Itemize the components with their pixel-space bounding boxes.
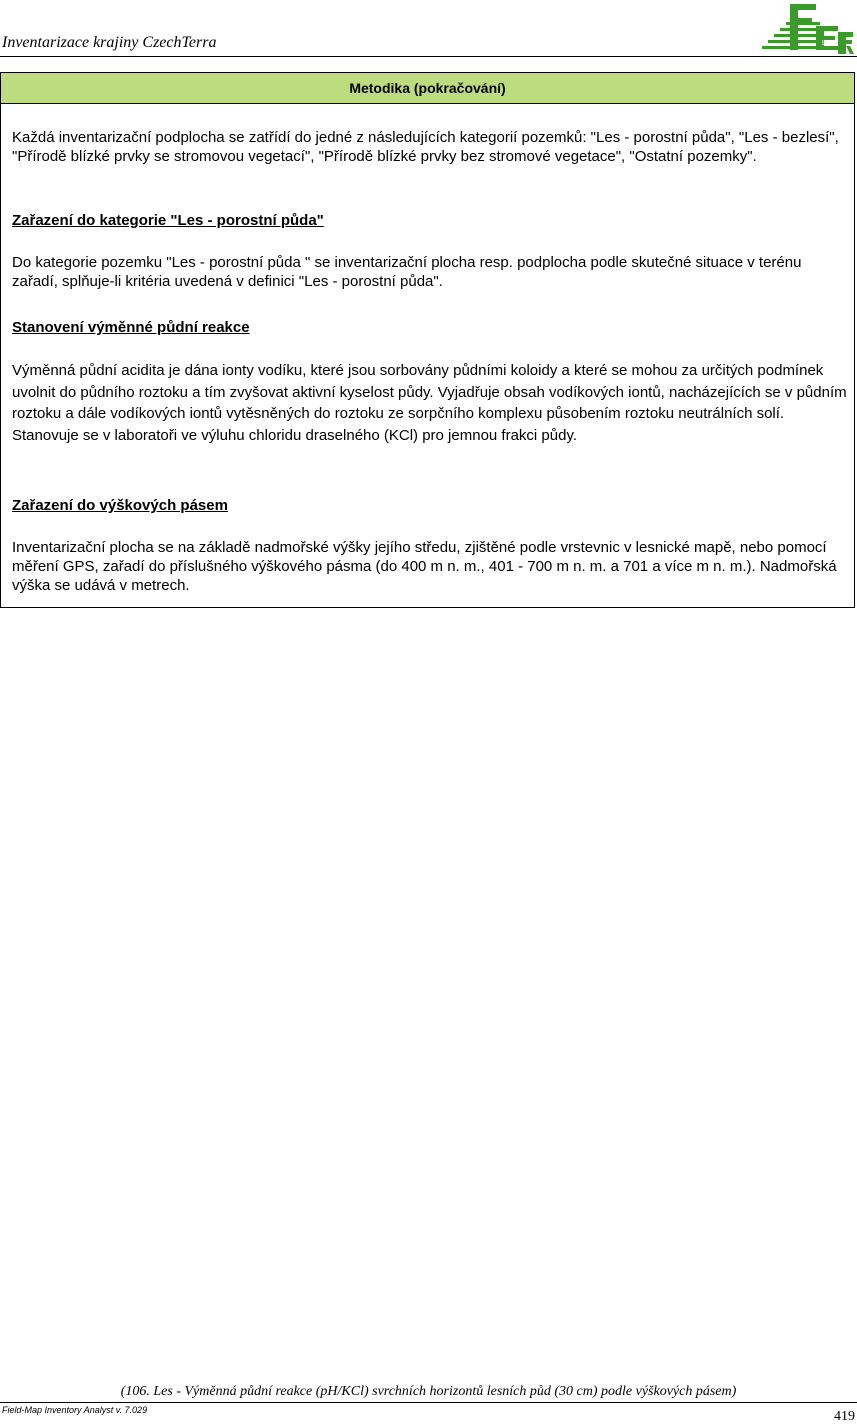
ifer-logo (760, 2, 854, 54)
section-title-forest-category: Zařazení do kategorie "Les - porostní půda" (12, 212, 324, 229)
methodology-heading: Metodika (pokračování) (1, 73, 854, 104)
software-version: Field-Map Inventory Analyst v. 7.029 (2, 1405, 148, 1415)
section-title-soil-reaction: Stanovení výměnné půdní reakce (12, 319, 250, 336)
logo-small-text: LE (822, 40, 831, 47)
header-rule (0, 56, 857, 57)
figure-caption: (106. Les - Výměnná půdní reakce (pH/KCl) svrchních horizontů lesních půd (30 cm) podle výškových pásem) (120, 1384, 737, 1399)
section-text-soil-reaction: Výměnná půdní acidita je dána ionty vodíku, které jsou sorbovány půdními koloidy a které se mohou za určitých podmínek uvolnit do půdního roztoku a tím zvyšovat aktivní kyselost půdy. Vyjadřuje obsah vodíkových iontů, nacházejících se v půdním roztoku a dále vodíkových iontů vytěsněných do roztoku ze sorpčního komplexu působením roztoku neutrálních solí. Stanovuje se v laboratoři ve výluhu chloridu draselného (KCl) pro jemnou frakci půdy. (12, 362, 847, 444)
page-number: 419 (834, 1409, 855, 1424)
footer-rule (0, 1402, 857, 1403)
document-header-title: Inventarizace krajiny CzechTerra (2, 34, 217, 51)
section-text-altitude-zones: Inventarizační plocha se na základě nadmořské výšky jejího středu, zjištěné podle vrstevnic v lesnické mapě, nebo pomocí měření GPS, zařadí do příslušného výškového pásma (do 400 m n. m., 401 - 700 m n. m. a 701 a více m n. m.). Nadmořská výška se udává v metrech. (12, 539, 837, 594)
methodology-box (0, 72, 855, 608)
intro-paragraph: Každá inventarizační podplocha se zatřídí do jedné z následujících kategorií pozemků: "Les - porostní půda", "Les - bezlesí", "Přírodě blízké prvky se stromovou vegetací", "Přírodě blízké prvky bez stromové vegetace", "Ostatní pozemky". (12, 129, 839, 165)
section-title-altitude-zones: Zařazení do výškových pásem (12, 497, 228, 514)
section-text-forest-category: Do kategorie pozemku "Les - porostní půda " se inventarizační plocha resp. podplocha podle skutečné situace v terénu zařadí, splňuje-li kritéria uvedená v definici "Les - porostní půda". (12, 254, 802, 290)
